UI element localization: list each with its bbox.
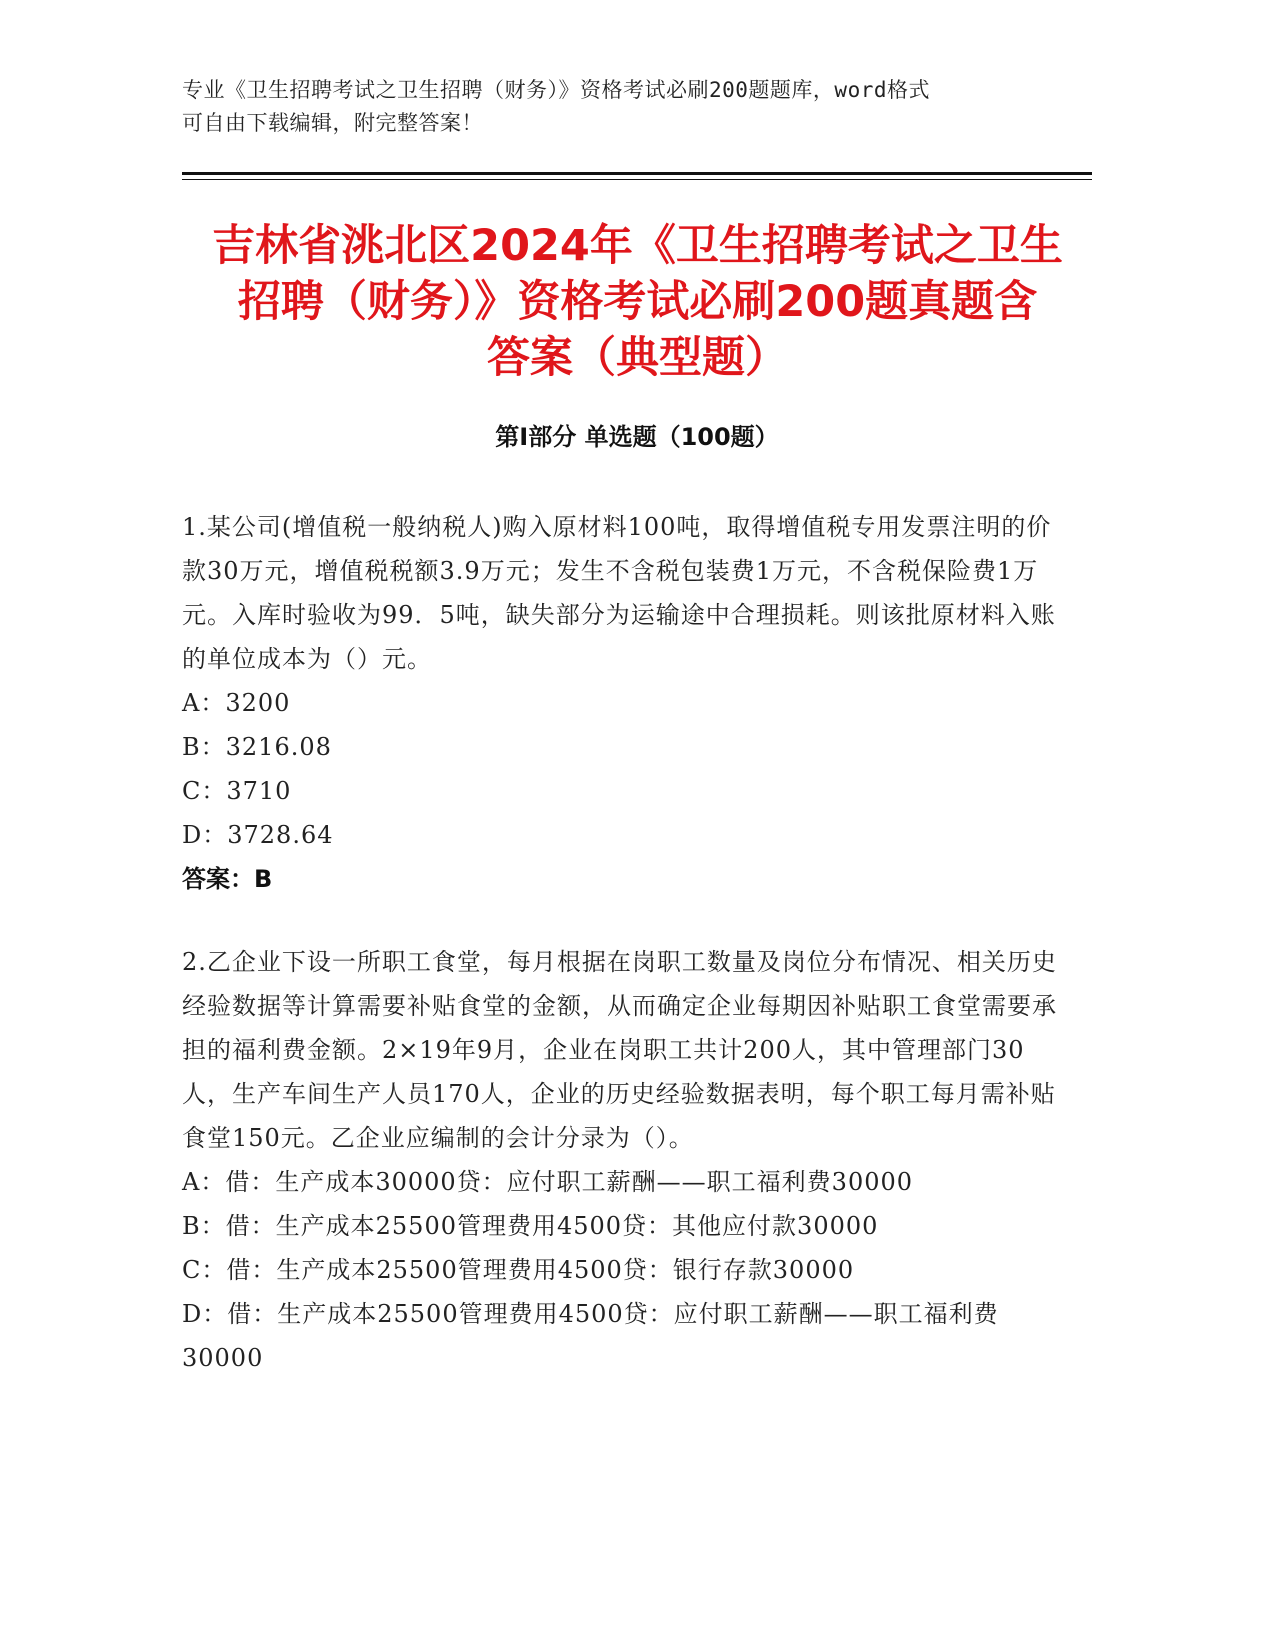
section-title: 第Ⅰ部分 单选题（100题） [495, 423, 779, 451]
option-c: C：3710 [182, 777, 292, 805]
document-title-line2: 招聘（财务）》资格考试必刷200题真题含 [237, 277, 1038, 327]
option-b: B：3216.08 [182, 733, 332, 761]
option-d: D：借：生产成本25500管理费用4500贷：应付职工薪酬——职工福利费30000 [182, 1300, 999, 1372]
question-stem: 1.某公司(增值税一般纳税人)购入原材料100吨，取得增值税专用发票注明的价款30万元，增值税税额3.9万元；发生不含税包装费1万元，不含税保险费1万元。入库时验收为99．5吨，缺失部分为运输途中合理损耗。则该批原材料入账的单位成本为（）元。 [182, 513, 1056, 673]
header-divider-thick [182, 172, 1092, 175]
header-divider-thin [182, 179, 1092, 180]
option-b: B：借：生产成本25500管理费用4500贷：其他应付款30000 [182, 1212, 879, 1240]
document-title [170, 218, 1105, 386]
document-title-line3: 答案（典型题） [487, 333, 788, 383]
answer-label: 答案：B [182, 865, 273, 893]
option-a: A：3200 [182, 689, 291, 717]
header-note-line2: 可自由下载编辑，附完整答案！ [182, 111, 483, 135]
question-1 [182, 505, 1062, 901]
option-a: A：借：生产成本30000贷：应付职工薪酬——职工福利费30000 [182, 1168, 914, 1196]
header-note [182, 74, 1062, 140]
question-stem: 2.乙企业下设一所职工食堂，每月根据在岗职工数量及岗位分布情况、相关历史经验数据等计算需要补贴食堂的金额，从而确定企业每期因补贴职工食堂需要承担的福利费金额。2×19年9月，企业在岗职工共计200人，其中管理部门30人，生产车间生产人员170人，企业的历史经验数据表明，每个职工每月需补贴食堂150元。乙企业应编制的会计分录为（）。 [182, 948, 1057, 1152]
option-d: D：3728.64 [182, 821, 334, 849]
document-title-line1: 吉林省洮北区2024年《卫生招聘考试之卫生 [212, 221, 1063, 271]
option-c: C：借：生产成本25500管理费用4500贷：银行存款30000 [182, 1256, 855, 1284]
header-note-line1: 专业《卫生招聘考试之卫生招聘（财务）》资格考试必刷200题题库，word格式 [182, 78, 930, 102]
question-2 [182, 940, 1062, 1380]
